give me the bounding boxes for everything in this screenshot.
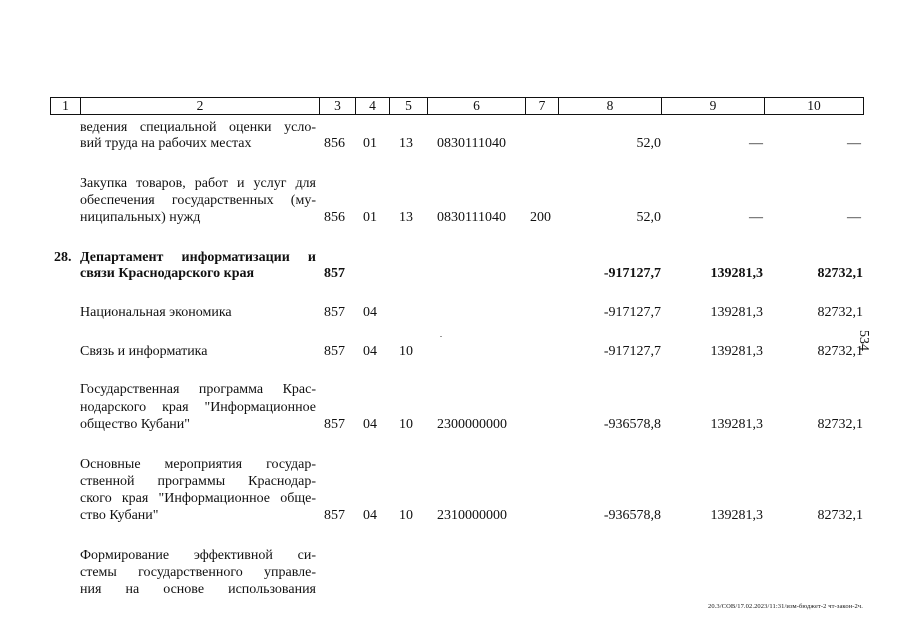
row-5-c9: 139281,3 bbox=[710, 417, 763, 432]
row-0-c4: 01 bbox=[363, 136, 377, 151]
row-4-c4: 04 bbox=[363, 344, 377, 359]
row-4-c9: 139281,3 bbox=[710, 344, 763, 359]
row-2-c3: 857 bbox=[324, 266, 345, 281]
row-2-line-0: Департамент информатизации и bbox=[80, 250, 316, 265]
row-1-line-0: Закупка товаров, работ и услуг для bbox=[80, 176, 316, 191]
row-1-c7: 200 bbox=[530, 210, 551, 225]
row-5-line-2: общество Кубани" bbox=[80, 417, 190, 432]
row-1-c10: — bbox=[847, 210, 861, 225]
row-2-line-1: связи Краснодарского края bbox=[80, 266, 255, 281]
header-col-1: 1 bbox=[62, 98, 69, 113]
row-4-c3: 857 bbox=[324, 344, 345, 359]
row-3-c3: 857 bbox=[324, 305, 345, 320]
header-col-7: 7 bbox=[538, 98, 546, 113]
row-3-c10: 82732,1 bbox=[817, 305, 863, 320]
scan-speck bbox=[440, 336, 442, 337]
row-7-line-2: ния на основе использования bbox=[80, 582, 316, 597]
row-0-line-0: ведения специальной оценки усло- bbox=[80, 120, 316, 135]
row-1-line-2: ниципальных) нужд bbox=[80, 210, 201, 225]
row-5-c10: 82732,1 bbox=[817, 417, 863, 432]
row-3-line-0: Национальная экономика bbox=[80, 305, 232, 320]
row-2-c9: 139281,3 bbox=[710, 266, 763, 281]
table-header bbox=[50, 97, 864, 115]
header-col-6: 6 bbox=[473, 98, 480, 113]
row-0-c8: 52,0 bbox=[636, 136, 661, 151]
row-6-line-1: ственной программы Краснодар- bbox=[80, 474, 316, 489]
row-5-c8: -936578,8 bbox=[603, 417, 661, 432]
row-6-line-3: ство Кубани" bbox=[80, 508, 159, 523]
row-0-line-1: вий труда на рабочих местах bbox=[80, 136, 252, 151]
row-0-c5: 13 bbox=[399, 136, 413, 151]
row-7-line-1: стемы государственного управле- bbox=[80, 565, 316, 580]
row-3-c9: 139281,3 bbox=[710, 305, 763, 320]
row-5-c3: 857 bbox=[324, 417, 345, 432]
row-2-c8: -917127,7 bbox=[603, 266, 661, 281]
row-1-c3: 856 bbox=[324, 210, 345, 225]
row-1-c5: 13 bbox=[399, 210, 413, 225]
header-col-8: 8 bbox=[606, 98, 614, 113]
row-1-c6: 0830111040 bbox=[437, 210, 506, 225]
row-6-line-0: Основные мероприятия государ- bbox=[80, 457, 316, 472]
header-col-9: 9 bbox=[709, 98, 717, 113]
row-0-c3: 856 bbox=[324, 136, 345, 151]
row-4-c10: 82732,1 bbox=[817, 344, 863, 359]
row-6-c5: 10 bbox=[399, 508, 413, 523]
header-col-3: 3 bbox=[334, 98, 341, 113]
row-5-c6: 2300000000 bbox=[437, 417, 507, 432]
row-5-c5: 10 bbox=[399, 417, 413, 432]
header-col-5: 5 bbox=[405, 98, 412, 113]
row-4-line-0: Связь и информатика bbox=[80, 344, 208, 359]
row-6-c3: 857 bbox=[324, 508, 345, 523]
row-3-c8: -917127,7 bbox=[603, 305, 661, 320]
row-6-c9: 139281,3 bbox=[710, 508, 763, 523]
document-footer: 20.3/СОВ/17.02.2023/11:31/изм-бюджет-2 чт-закон-2ч. bbox=[707, 603, 863, 610]
row-1-line-1: обеспечения государственных (му- bbox=[80, 193, 316, 208]
row-2-number: 28. bbox=[54, 250, 72, 265]
row-5-line-0: Государственная программа Крас- bbox=[80, 382, 316, 397]
row-1-c9: — bbox=[749, 210, 763, 225]
row-6-c8: -936578,8 bbox=[603, 508, 661, 523]
row-4-c5: 10 bbox=[399, 344, 413, 359]
row-7-line-0: Формирование эффективной си- bbox=[80, 548, 316, 563]
row-0-c6: 0830111040 bbox=[437, 136, 506, 151]
page-number: 534 bbox=[856, 330, 871, 351]
row-0-c9: — bbox=[749, 136, 763, 151]
header-col-4: 4 bbox=[369, 98, 376, 113]
row-6-c10: 82732,1 bbox=[817, 508, 863, 523]
row-6-c6: 2310000000 bbox=[437, 508, 507, 523]
row-1-c8: 52,0 bbox=[636, 210, 661, 225]
row-5-c4: 04 bbox=[363, 417, 377, 432]
row-6-line-2: ского края "Информационное обще- bbox=[80, 491, 316, 506]
row-3-c4: 04 bbox=[363, 305, 377, 320]
header-col-10: 10 bbox=[807, 98, 821, 113]
row-0-c10: — bbox=[847, 136, 861, 151]
row-2-c10: 82732,1 bbox=[817, 266, 863, 281]
row-1-c4: 01 bbox=[363, 210, 377, 225]
row-6-c4: 04 bbox=[363, 508, 377, 523]
row-4-c8: -917127,7 bbox=[603, 344, 661, 359]
row-5-line-1: нодарского края "Информационное bbox=[80, 400, 316, 415]
header-col-2: 2 bbox=[196, 98, 204, 113]
